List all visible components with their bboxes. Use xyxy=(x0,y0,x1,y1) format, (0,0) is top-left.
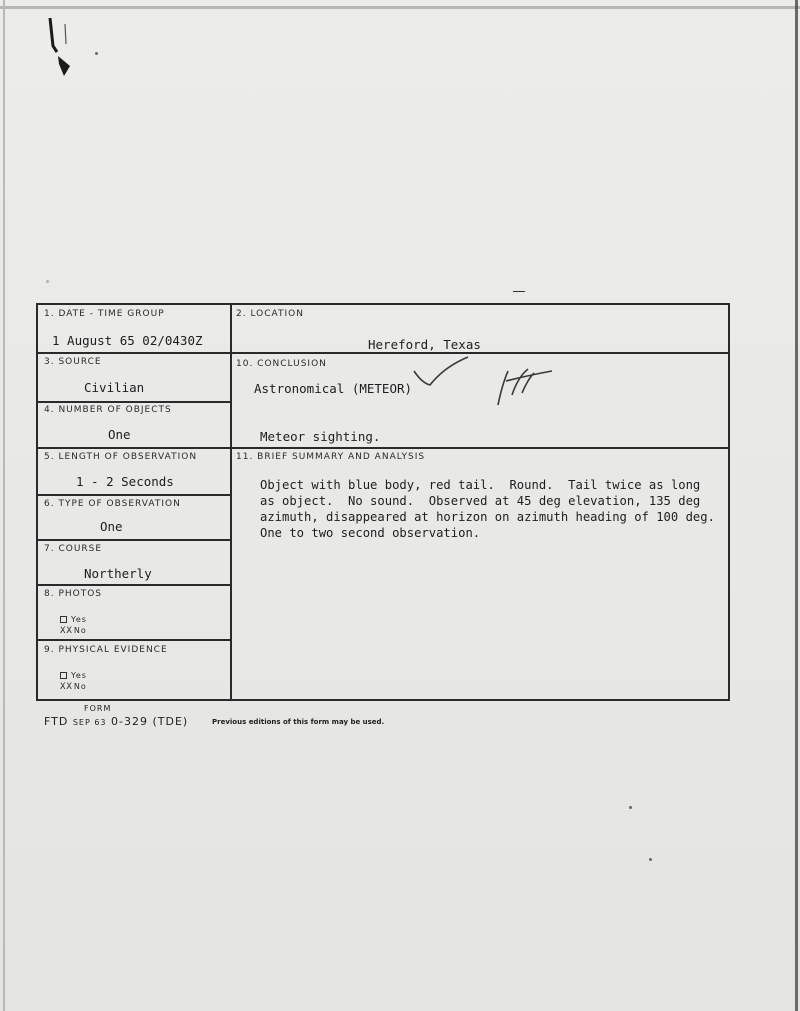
row-divider xyxy=(38,539,230,541)
summary-line: One to two second observation. xyxy=(260,526,481,540)
number-of-objects-label: 4. NUMBER OF OBJECTS xyxy=(44,405,172,415)
row-divider xyxy=(38,584,230,586)
check-mark-icon: XX xyxy=(60,682,73,692)
checkbox-icon xyxy=(60,672,67,679)
physical-evidence-label: 9. PHYSICAL EVIDENCE xyxy=(44,645,168,655)
column-divider xyxy=(230,305,232,699)
row-divider xyxy=(230,447,728,449)
summary-text xyxy=(260,477,740,541)
photos-no-option[interactable]: XXNo xyxy=(60,626,87,636)
ufo-report-form xyxy=(36,303,730,701)
scan-dash-mark xyxy=(513,291,525,292)
conclusion-label: 10. CONCLUSION xyxy=(236,359,327,369)
scan-top-edge xyxy=(0,6,800,9)
length-of-observation-label: 5. LENGTH OF OBSERVATION xyxy=(44,452,198,462)
scan-left-edge xyxy=(3,0,5,1011)
previous-editions-note: Previous editions of this form may be used. xyxy=(212,718,385,726)
scan-right-edge xyxy=(795,0,798,1011)
row-divider xyxy=(38,494,230,496)
length-of-observation-value: 1 - 2 Seconds xyxy=(76,474,174,489)
photos-label: 8. PHOTOS xyxy=(44,589,103,599)
form-identifier: FTD SEP 63 0-329 (TDE) xyxy=(44,715,189,728)
course-value: Northerly xyxy=(84,566,152,581)
physical-evidence-yes-option[interactable]: Yes xyxy=(60,671,87,680)
form-word: FORM xyxy=(84,704,112,713)
conclusion-value: Astronomical (METEOR) xyxy=(254,381,413,396)
row-divider xyxy=(38,639,230,641)
checkbox-icon xyxy=(60,616,67,623)
source-value: Civilian xyxy=(84,380,145,395)
photos-yes-option[interactable]: Yes xyxy=(60,615,87,624)
location-value: Hereford, Texas xyxy=(368,337,481,352)
row-divider xyxy=(38,447,230,449)
physical-evidence-no-option[interactable]: XXNo xyxy=(60,682,87,692)
summary-line: as object. No sound. Observed at 45 deg elevation, 135 deg xyxy=(260,494,701,508)
number-of-objects-value: One xyxy=(108,427,131,442)
corner-ink-mark xyxy=(44,14,84,80)
summary-line: azimuth, disappeared at horizon on azimuth heading of 100 deg. xyxy=(260,510,715,524)
summary-label: 11. BRIEF SUMMARY AND ANALYSIS xyxy=(236,452,426,462)
course-label: 7. COURSE xyxy=(44,544,103,554)
row-divider xyxy=(230,352,728,354)
summary-line: Object with blue body, red tail. Round. Tail twice as long xyxy=(260,478,701,492)
location-label: 2. LOCATION xyxy=(236,309,304,319)
row-divider xyxy=(38,352,230,354)
date-time-value: 1 August 65 02/0430Z xyxy=(52,333,203,348)
date-time-label: 1. DATE - TIME GROUP xyxy=(44,309,165,319)
conclusion-note: Meteor sighting. xyxy=(260,429,381,444)
type-of-observation-value: One xyxy=(100,519,123,534)
check-mark-icon: XX xyxy=(60,626,73,636)
type-of-observation-label: 6. TYPE OF OBSERVATION xyxy=(44,499,181,509)
handwritten-check-and-initials xyxy=(410,355,560,410)
row-divider xyxy=(38,401,230,403)
source-label: 3. SOURCE xyxy=(44,357,102,367)
